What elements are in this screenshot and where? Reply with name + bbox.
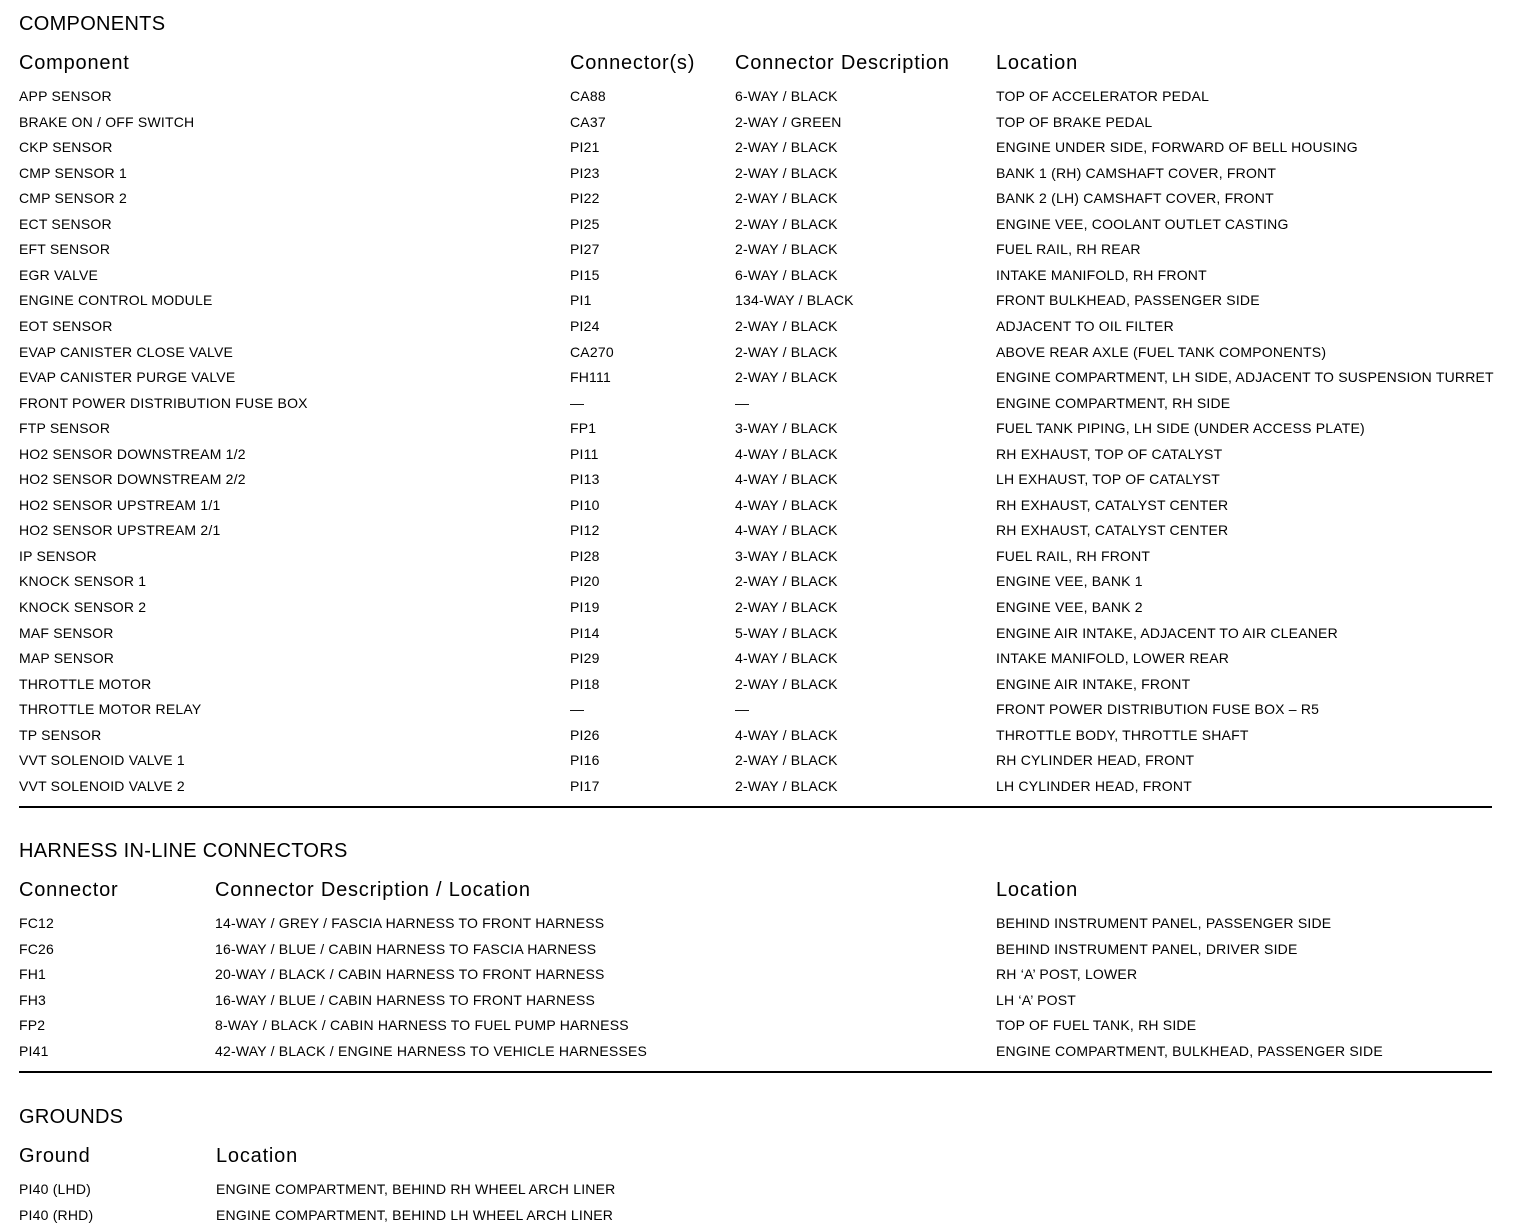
connector-description-cell: 16-WAY / BLUE / CABIN HARNESS TO FASCIA HARNESS	[215, 940, 597, 957]
connector-description-cell: 2-WAY / BLACK	[735, 190, 838, 207]
location-cell: ENGINE AIR INTAKE, ADJACENT TO AIR CLEANER	[996, 624, 1338, 641]
table-row	[0, 395, 1536, 421]
connector-description-cell: 16-WAY / BLUE / CABIN HARNESS TO FRONT HARNESS	[215, 991, 596, 1008]
components-title: COMPONENTS	[19, 13, 166, 35]
connector-description-cell: 42-WAY / BLACK / ENGINE HARNESS TO VEHICLE HARNESSES	[215, 1043, 648, 1059]
table-row	[0, 292, 1536, 318]
table-row	[0, 701, 1536, 727]
component-cell: MAP SENSOR	[19, 650, 115, 667]
connector-description-cell: 5-WAY / BLACK	[735, 624, 838, 641]
location-cell: BANK 1 (RH) CAMSHAFT COVER, FRONT	[996, 164, 1277, 181]
component-cell: CMP SENSOR 2	[19, 190, 127, 207]
component-cell: HO2 SENSOR UPSTREAM 1/1	[19, 496, 221, 513]
component-cell: FTP SENSOR	[19, 420, 111, 437]
connector-description-cell: 2-WAY / BLACK	[735, 573, 838, 590]
table-row	[0, 497, 1536, 523]
connector-cell: FC12	[19, 915, 55, 931]
connector-description-cell: 2-WAY / BLACK	[735, 215, 838, 232]
component-cell: TP SENSOR	[19, 726, 102, 743]
table-row	[0, 915, 1536, 941]
location-cell: THROTTLE BODY, THROTTLE SHAFT	[996, 726, 1249, 743]
connector-cell: —	[570, 394, 585, 411]
connector-cell: PI29	[570, 650, 600, 667]
connector-cell: PI28	[570, 547, 600, 564]
component-cell: EGR VALVE	[19, 266, 99, 283]
connector-cell: PI20	[570, 573, 600, 590]
section-divider	[19, 806, 1492, 808]
connector-description-cell: 8-WAY / BLACK / CABIN HARNESS TO FUEL PUMP HARNESS	[215, 1017, 629, 1034]
table-row	[0, 1207, 1536, 1232]
table-row	[0, 1181, 1536, 1207]
connector-cell: PI22	[570, 190, 600, 207]
connector-cell: PI1	[570, 292, 592, 309]
location-cell: ENGINE COMPARTMENT, BULKHEAD, PASSENGER SIDE	[996, 1043, 1383, 1059]
component-cell: BRAKE ON / OFF SWITCH	[19, 113, 195, 130]
location-cell: ENGINE VEE, COOLANT OUTLET CASTING	[996, 215, 1289, 232]
table-row	[0, 471, 1536, 497]
component-cell: VVT SOLENOID VALVE 1	[19, 752, 185, 769]
connector-description-cell: 3-WAY / BLACK	[735, 547, 838, 564]
connector-description-cell: 4-WAY / BLACK	[735, 471, 838, 488]
location-cell: TOP OF FUEL TANK, RH SIDE	[996, 1017, 1197, 1034]
location-cell: ENGINE VEE, BANK 2	[996, 599, 1143, 615]
connector-cell: PI12	[570, 522, 600, 539]
component-cell: HO2 SENSOR DOWNSTREAM 2/2	[19, 471, 246, 488]
location-cell: FUEL TANK PIPING, LH SIDE (UNDER ACCESS PLATE)	[996, 420, 1365, 437]
connector-cell: PI23	[570, 164, 600, 181]
connector-description-cell: 2-WAY / BLACK	[735, 164, 838, 181]
connector-description-cell: 20-WAY / BLACK / CABIN HARNESS TO FRONT HARNESS	[215, 966, 605, 983]
table-row	[0, 139, 1536, 165]
col-header-ground: Ground	[19, 1145, 91, 1167]
connector-cell: FC26	[19, 940, 55, 957]
component-cell: EFT SENSOR	[19, 241, 111, 258]
table-row	[0, 676, 1536, 702]
table-row	[0, 114, 1536, 140]
component-cell: IP SENSOR	[19, 547, 97, 564]
connector-description-cell: 2-WAY / BLACK	[735, 599, 838, 615]
connector-cell: PI13	[570, 471, 600, 488]
connector-cell: PI16	[570, 752, 600, 769]
location-cell: LH EXHAUST, TOP OF CATALYST	[996, 471, 1221, 488]
connector-cell: PI25	[570, 215, 600, 232]
table-row	[0, 625, 1536, 651]
connector-description-cell: —	[735, 701, 750, 718]
table-row	[0, 88, 1536, 114]
table-row	[0, 165, 1536, 191]
connector-cell: FP2	[19, 1017, 46, 1034]
location-cell: RH EXHAUST, CATALYST CENTER	[996, 496, 1229, 513]
table-row	[0, 522, 1536, 548]
connector-cell: PI26	[570, 726, 600, 743]
component-cell: VVT SOLENOID VALVE 2	[19, 777, 185, 794]
table-row	[0, 318, 1536, 344]
connector-cell: CA270	[570, 343, 614, 360]
table-row	[0, 752, 1536, 778]
connector-description-cell: 134-WAY / BLACK	[735, 292, 854, 309]
connector-description-cell: 2-WAY / BLACK	[735, 752, 838, 769]
connector-description-cell: 2-WAY / BLACK	[735, 139, 838, 156]
table-row	[0, 369, 1536, 395]
connector-description-cell: 6-WAY / BLACK	[735, 88, 838, 104]
connector-description-cell: 2-WAY / BLACK	[735, 675, 838, 692]
location-cell: FUEL RAIL, RH REAR	[996, 241, 1141, 258]
connector-cell: PI17	[570, 777, 600, 794]
table-row	[0, 573, 1536, 599]
connector-description-cell: 2-WAY / BLACK	[735, 241, 838, 258]
table-row	[0, 1043, 1536, 1069]
location-cell: FRONT POWER DISTRIBUTION FUSE BOX – R5	[996, 701, 1320, 718]
component-cell: FRONT POWER DISTRIBUTION FUSE BOX	[19, 394, 308, 411]
component-cell: KNOCK SENSOR 2	[19, 599, 147, 615]
location-cell: ENGINE COMPARTMENT, BEHIND RH WHEEL ARCH LINER	[216, 1181, 616, 1197]
location-cell: INTAKE MANIFOLD, RH FRONT	[996, 266, 1207, 283]
grounds-title: GROUNDS	[19, 1106, 124, 1128]
table-row	[0, 344, 1536, 370]
connector-cell: PI27	[570, 241, 600, 258]
connector-description-cell: 6-WAY / BLACK	[735, 266, 838, 283]
connector-description-cell: 2-WAY / BLACK	[735, 317, 838, 334]
connector-description-cell: 2-WAY / GREEN	[735, 113, 842, 130]
location-cell: FRONT BULKHEAD, PASSENGER SIDE	[996, 292, 1260, 309]
col-header-location: Location	[996, 879, 1079, 901]
component-cell: KNOCK SENSOR 1	[19, 573, 147, 590]
connector-description-cell: 2-WAY / BLACK	[735, 369, 838, 386]
location-cell: BANK 2 (LH) CAMSHAFT COVER, FRONT	[996, 190, 1274, 207]
table-row	[0, 992, 1536, 1018]
location-cell: RH ‘A’ POST, LOWER	[996, 966, 1138, 983]
location-cell: ENGINE COMPARTMENT, BEHIND LH WHEEL ARCH LINER	[216, 1206, 614, 1223]
connector-description-cell: 2-WAY / BLACK	[735, 343, 838, 360]
connector-cell: PI15	[570, 266, 600, 283]
table-row	[0, 778, 1536, 804]
section-divider	[19, 1071, 1492, 1073]
component-cell: EVAP CANISTER PURGE VALVE	[19, 369, 236, 386]
col-header-location: Location	[216, 1145, 299, 1167]
connector-cell: PI14	[570, 624, 600, 641]
location-cell: FUEL RAIL, RH FRONT	[996, 547, 1151, 564]
location-cell: LH CYLINDER HEAD, FRONT	[996, 777, 1192, 794]
connector-cell: PI18	[570, 675, 600, 692]
connector-cell: CA88	[570, 88, 606, 104]
connector-description-cell: 3-WAY / BLACK	[735, 420, 838, 437]
component-cell: EVAP CANISTER CLOSE VALVE	[19, 343, 234, 360]
location-cell: ENGINE VEE, BANK 1	[996, 573, 1143, 590]
table-row	[0, 548, 1536, 574]
location-cell: ABOVE REAR AXLE (FUEL TANK COMPONENTS)	[996, 343, 1327, 360]
component-cell: THROTTLE MOTOR	[19, 675, 152, 692]
col-header-connectors: Connector(s)	[570, 52, 696, 74]
connector-cell: FH111	[570, 369, 611, 386]
connector-cell: PI21	[570, 139, 600, 156]
connector-cell: CA37	[570, 113, 606, 130]
ground-cell: PI40 (LHD)	[19, 1181, 92, 1197]
table-row	[0, 1017, 1536, 1043]
table-row	[0, 727, 1536, 753]
col-header-connector-description-location: Connector Description / Location	[215, 879, 531, 901]
location-cell: RH EXHAUST, TOP OF CATALYST	[996, 445, 1223, 462]
location-cell: RH EXHAUST, CATALYST CENTER	[996, 522, 1229, 539]
connector-description-cell: 14-WAY / GREY / FASCIA HARNESS TO FRONT HARNESS	[215, 915, 605, 931]
component-cell: HO2 SENSOR DOWNSTREAM 1/2	[19, 445, 246, 462]
component-cell: ENGINE CONTROL MODULE	[19, 292, 213, 309]
connector-cell: —	[570, 701, 585, 718]
component-cell: APP SENSOR	[19, 88, 112, 104]
connector-description-cell: 4-WAY / BLACK	[735, 496, 838, 513]
col-header-location: Location	[996, 52, 1079, 74]
location-cell: TOP OF ACCELERATOR PEDAL	[996, 88, 1210, 104]
connector-cell: PI10	[570, 496, 600, 513]
location-cell: INTAKE MANIFOLD, LOWER REAR	[996, 650, 1230, 667]
location-cell: BEHIND INSTRUMENT PANEL, DRIVER SIDE	[996, 940, 1298, 957]
connector-description-cell: 2-WAY / BLACK	[735, 777, 838, 794]
table-row	[0, 190, 1536, 216]
connector-description-cell: 4-WAY / BLACK	[735, 445, 838, 462]
location-cell: ENGINE COMPARTMENT, LH SIDE, ADJACENT TO SUSPENSION TURRET	[996, 369, 1494, 386]
table-row	[0, 599, 1536, 625]
col-header-connector: Connector	[19, 879, 119, 901]
connector-cell: FP1	[570, 420, 597, 437]
connector-cell: FH3	[19, 991, 47, 1008]
component-cell: THROTTLE MOTOR RELAY	[19, 701, 202, 718]
ground-cell: PI40 (RHD)	[19, 1206, 94, 1223]
table-row	[0, 216, 1536, 242]
location-cell: RH CYLINDER HEAD, FRONT	[996, 752, 1195, 769]
location-cell: ADJACENT TO OIL FILTER	[996, 317, 1174, 334]
connector-description-cell: 4-WAY / BLACK	[735, 726, 838, 743]
connector-description-cell: —	[735, 394, 750, 411]
location-cell: BEHIND INSTRUMENT PANEL, PASSENGER SIDE	[996, 915, 1332, 931]
connector-cell: PI19	[570, 599, 600, 615]
table-row	[0, 267, 1536, 293]
table-row	[0, 941, 1536, 967]
table-row	[0, 241, 1536, 267]
connector-description-cell: 4-WAY / BLACK	[735, 650, 838, 667]
col-header-connector-description: Connector Description	[735, 52, 950, 74]
location-cell: ENGINE AIR INTAKE, FRONT	[996, 675, 1191, 692]
harness-title: HARNESS IN-LINE CONNECTORS	[19, 840, 348, 862]
location-cell: ENGINE COMPARTMENT, RH SIDE	[996, 394, 1231, 411]
connector-cell: PI41	[19, 1043, 49, 1059]
col-header-component: Component	[19, 52, 130, 74]
table-row	[0, 650, 1536, 676]
component-cell: MAF SENSOR	[19, 624, 114, 641]
connector-cell: PI11	[570, 445, 599, 462]
connector-cell: PI24	[570, 317, 600, 334]
connector-cell: FH1	[19, 966, 47, 983]
component-cell: CMP SENSOR 1	[19, 164, 127, 181]
connector-description-cell: 4-WAY / BLACK	[735, 522, 838, 539]
location-cell: LH ‘A’ POST	[996, 991, 1076, 1008]
component-cell: CKP SENSOR	[19, 139, 113, 156]
table-row	[0, 446, 1536, 472]
location-cell: TOP OF BRAKE PEDAL	[996, 113, 1153, 130]
component-cell: ECT SENSOR	[19, 215, 112, 232]
location-cell: ENGINE UNDER SIDE, FORWARD OF BELL HOUSING	[996, 139, 1358, 156]
component-cell: HO2 SENSOR UPSTREAM 2/1	[19, 522, 221, 539]
table-row	[0, 420, 1536, 446]
table-row	[0, 966, 1536, 992]
component-cell: EOT SENSOR	[19, 317, 113, 334]
